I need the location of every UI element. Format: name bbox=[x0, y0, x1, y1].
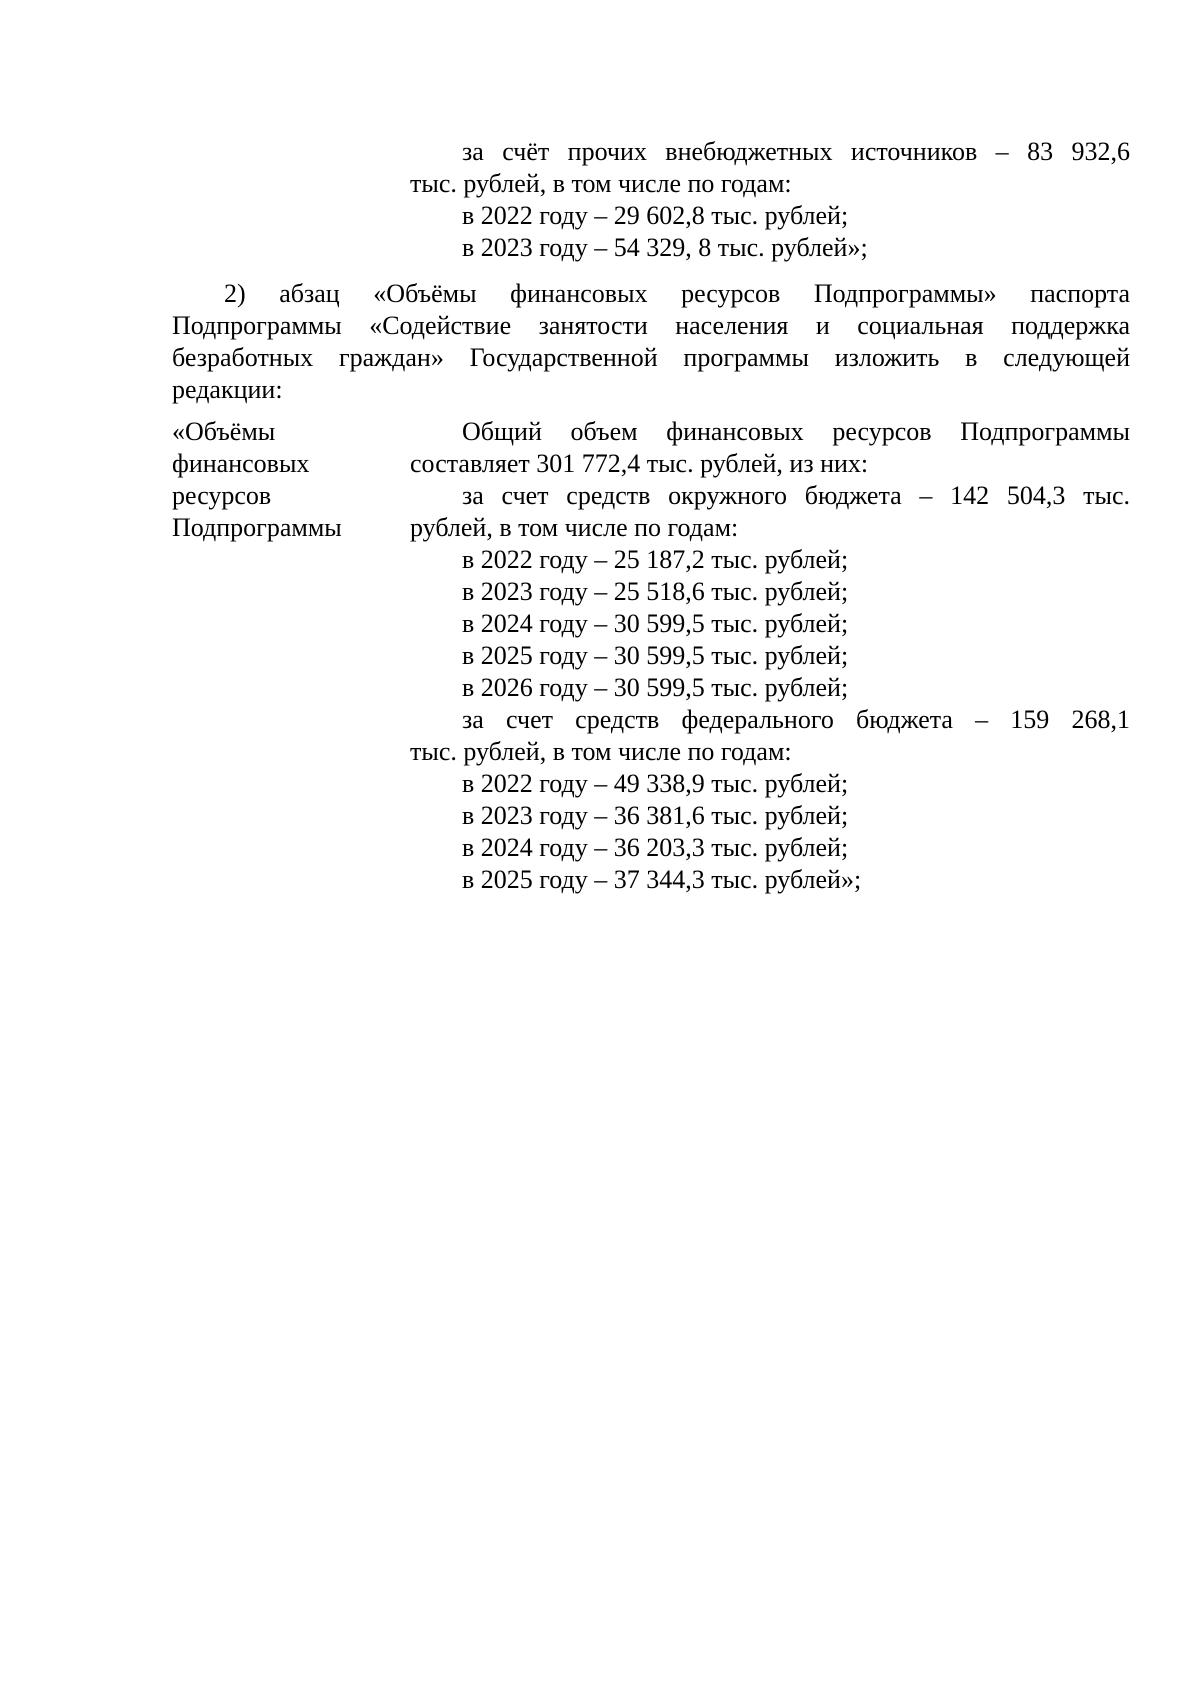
passport-label bbox=[172, 416, 410, 896]
okrug-year-line: в 2022 году – 25 187,2 тыс. рублей; bbox=[462, 545, 849, 574]
passport-label-line: финансовых bbox=[172, 449, 310, 478]
total-line: составляет 301 772,4 тыс. рублей, из них: bbox=[410, 449, 869, 478]
okrug-budget-line: рублей, в том числе по годам: bbox=[410, 513, 739, 542]
okrug-year-line: в 2026 году – 30 599,5 тыс. рублей; bbox=[462, 673, 849, 702]
okrug-year-line: в 2025 году – 30 599,5 тыс. рублей; bbox=[462, 641, 849, 670]
amendment-paragraph: 2) абзац «Объёмы финансовых ресурсов Подпрограммы» паспорта Подпрограммы «Содействие занятости населения и социальная поддержка безработных граждан» Государственной программы изложить в следующей редакции: bbox=[172, 279, 1130, 404]
federal-year-line: в 2025 году – 37 344,3 тыс. рублей»; bbox=[462, 865, 862, 894]
federal-year-line: в 2023 году – 36 381,6 тыс. рублей; bbox=[462, 801, 849, 830]
total-line: Общий объем финансовых ресурсов Подпрограммы bbox=[462, 417, 1130, 446]
extrabudgetary-sources-block bbox=[410, 136, 1130, 264]
federal-budget-line: тыс. рублей, в том числе по годам: bbox=[410, 737, 792, 766]
okrug-budget-line: за счет средств окружного бюджета – 142 504,3 тыс. bbox=[462, 481, 1130, 510]
extrabudgetary-line: за счёт прочих внебюджетных источников – 83 932,6 bbox=[462, 137, 1130, 166]
federal-year-line: в 2024 году – 36 203,3 тыс. рублей; bbox=[462, 833, 849, 862]
okrug-year-line: в 2023 году – 25 518,6 тыс. рублей; bbox=[462, 577, 849, 606]
federal-year-line: в 2022 году – 49 338,9 тыс. рублей; bbox=[462, 769, 849, 798]
passport-row bbox=[172, 416, 1130, 896]
extrabudgetary-year-line: в 2023 году – 54 329, 8 тыс. рублей»; bbox=[462, 233, 868, 262]
extrabudgetary-year-line: в 2022 году – 29 602,8 тыс. рублей; bbox=[462, 201, 849, 230]
okrug-year-line: в 2024 году – 30 599,5 тыс. рублей; bbox=[462, 609, 849, 638]
extrabudgetary-line: тыс. рублей, в том числе по годам: bbox=[410, 169, 792, 198]
passport-label-line: «Объёмы bbox=[172, 417, 276, 446]
federal-budget-line: за счет средств федерального бюджета – 159 268,1 bbox=[462, 705, 1130, 734]
passport-body bbox=[410, 416, 1130, 896]
passport-label-line: ресурсов bbox=[172, 481, 272, 510]
passport-label-line: Подпрограммы bbox=[172, 513, 342, 542]
